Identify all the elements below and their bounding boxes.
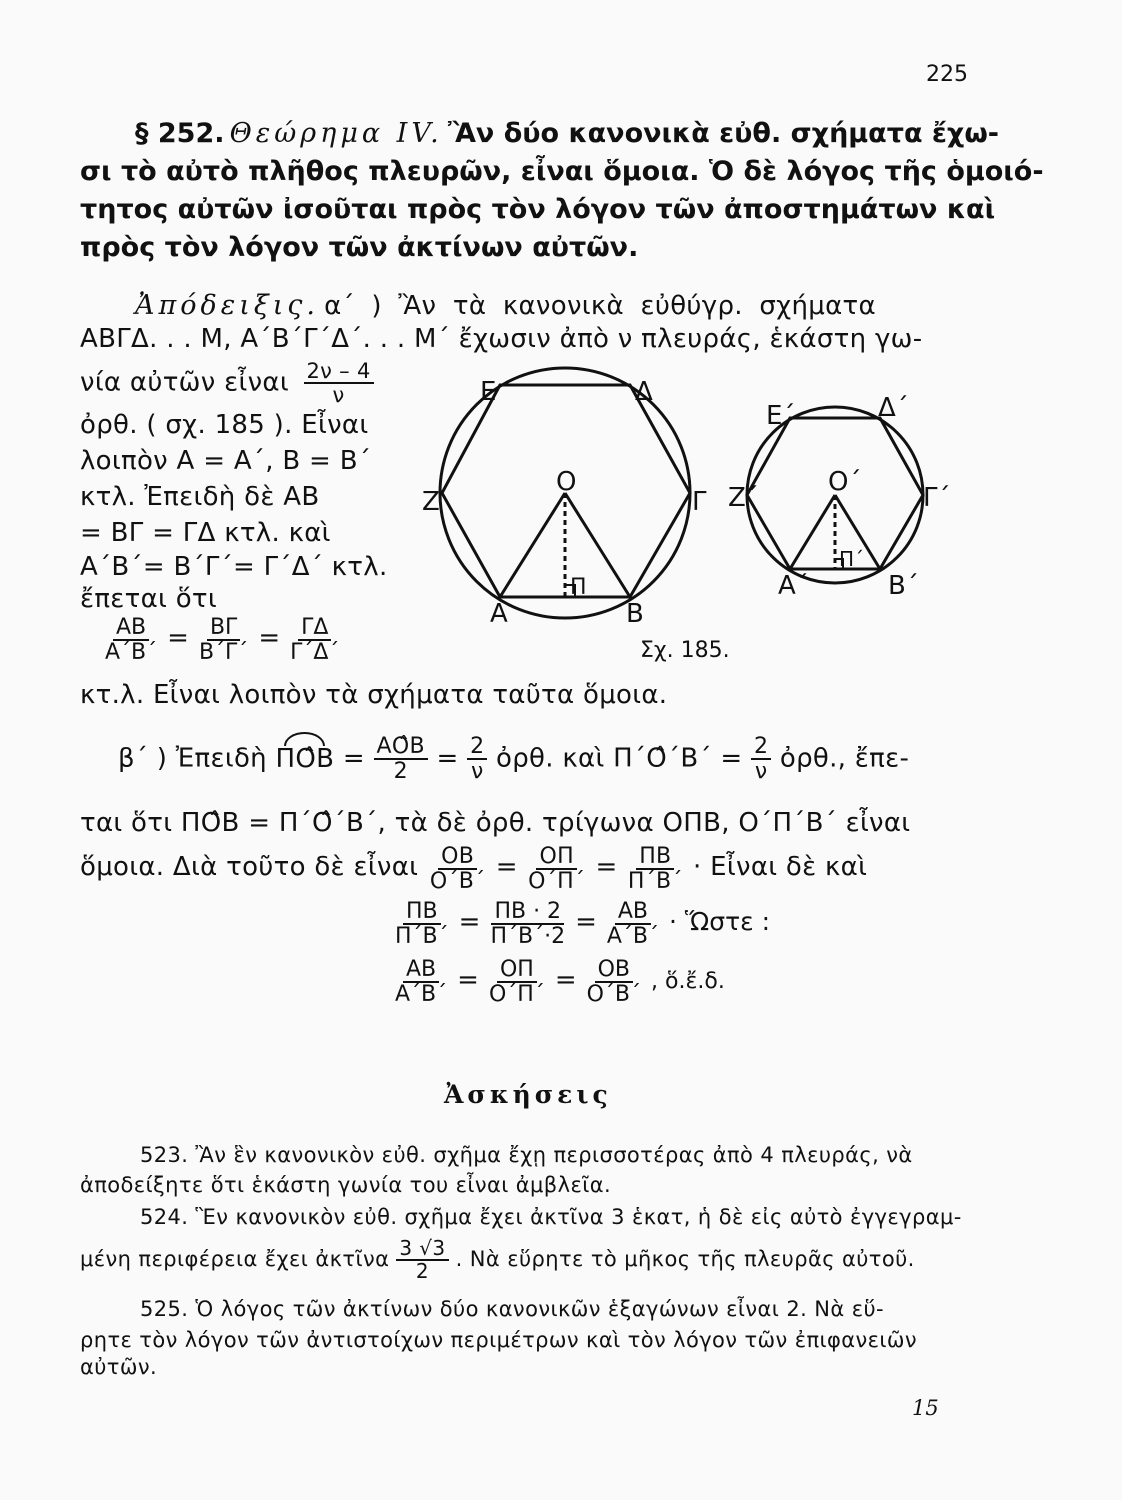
label-small-b: Β΄ (888, 571, 919, 601)
label-big-e: Ε (480, 377, 497, 407)
label-small-a: Α΄ (778, 571, 809, 601)
frac-2-nu: $\frac{2}{\nu}$ (467, 735, 487, 783)
ratio-frac: $\frac{B\Gamma}{B΄\Gamma΄}$ (198, 615, 249, 666)
label-small-p: Π΄ (839, 547, 865, 571)
proof-text-1: α΄ ) Ἂν τὰ κανονικὰ εὐθύγρ. σχήματα (324, 291, 876, 321)
ratio-frac: $\frac{OB}{O΄B΄}$ (429, 844, 486, 895)
proof-b-line-2: ται ὅτι ΠΟ̂Β = Π΄Ο̂΄Β΄, τὰ δὲ ὀρθ. τρίγωνα ΟΠΒ, Ο΄Π΄Β΄ εἶναι (80, 808, 911, 838)
ratio-frac: $\frac{\Pi B}{\Pi΄B΄}$ (395, 899, 449, 950)
label-big-b: Β (626, 599, 644, 629)
label-big-d: Δ (635, 377, 653, 407)
proof-text-9: ἔπεται ὅτι (80, 584, 217, 614)
proof-text-3a: νία αὐτῶν εἶναι (80, 367, 289, 398)
ratio-frac: $\frac{O\Pi}{O΄\Pi΄}$ (528, 844, 586, 895)
label-small-e: Ε΄ (766, 401, 796, 431)
exercises-heading: Ἀσκήσεις (444, 1080, 612, 1109)
label-small-o: Ο΄ (828, 467, 862, 497)
exercise-525-line-2: ρητε τὸν λόγον τῶν ἀντιστοίχων περιμέτρων καὶ τὸν λόγον τῶν ἐπιφανειῶν (80, 1328, 918, 1352)
theorem-number: § 252. (135, 118, 225, 149)
proof-text-4: ὀρθ. ( σχ. 185 ). Εἶναι (80, 410, 369, 440)
proof-text-8: Α΄Β΄= Β΄Γ΄= Γ΄Δ΄ κτλ. (80, 552, 388, 582)
proof-text-7: = ΒΓ = ΓΔ κτλ. καὶ (80, 518, 331, 548)
big-radius-oa (500, 493, 565, 597)
figure-caption: Σχ. 185. (640, 638, 730, 663)
label-small-g: Γ΄ (923, 483, 951, 513)
radius-fraction: $\frac{3 √3}{2}$ (396, 1238, 448, 1282)
ratio-frac: $\frac{\Gamma\Delta}{\Gamma΄\Delta΄}$ (290, 615, 340, 666)
proof-label: Ἀπόδειξις. (135, 290, 319, 321)
label-big-o: Ο (556, 467, 577, 497)
angle-fraction (304, 360, 374, 406)
angle-pob: ΠΟ̂Β (275, 743, 335, 774)
exercise-524-line-2: μένη περιφέρεια ἔχει ἀκτῖνα $\frac{3 √3}{2}$ . Νὰ εὕρητε τὸ μῆκος τῆς πλευρᾶς αὐτοῦ. (80, 1236, 915, 1283)
ratio-equation-2: $\frac{\Pi B}{\Pi΄B΄}$ = $\frac{\Pi B \cdot 2}{\Pi΄B΄\cdot 2}$ = $\frac{AB}{A΄B΄}$ · Ὥστε : (392, 900, 770, 948)
label-small-d: Δ΄ (878, 393, 909, 423)
theorem-label: Θεώρημα IV. (229, 118, 443, 149)
label-big-a: Α (490, 599, 508, 629)
small-radius-oa (790, 495, 835, 569)
proof-b-line-3: ὅμοια. Διὰ τοῦτο δὲ εἶναι $\frac{OB}{O΄B΄}$ = $\frac{O\Pi}{O΄\Pi΄}$ = $\frac{\Pi B}{\Pi΄B΄}$ · Εἶναι δὲ καὶ (80, 844, 868, 895)
proof-line-1 (135, 290, 876, 321)
theorem-text-4: πρὸς τὸν λόγον τῶν ἀκτίνων αὐτῶν. (80, 232, 639, 263)
theorem-text-3: τητος αὐτῶν ἰσοῦται πρὸς τὸν λόγον τῶν ἀποστημάτων καὶ (80, 194, 996, 225)
label-big-g: Γ (692, 487, 707, 517)
proof-b-line-1: β΄ ) Ἐπειδὴ ΠΟ̂Β = $\frac{AÔB}{2}$ = $\frac{2}{\nu}$ ὀρθ. καὶ Π΄Ο̂΄Β΄ = $\frac{2}{\nu}$ ὀρθ., ἔπε- (118, 734, 910, 785)
ratio-equation-1: $\frac{AB}{A΄B΄}$ = $\frac{B\Gamma}{B΄\Gamma΄}$ = $\frac{\Gamma\Delta}{\Gamma΄\Delta΄}$ (102, 616, 342, 664)
label-big-z: Ζ (422, 487, 440, 517)
proof-text-2: ΑΒΓΔ. . . Μ, Α΄Β΄Γ΄Δ΄. . . Μ΄ ἔχωσιν ἀπὸ ν πλευράς, ἑκάστη γω- (80, 324, 923, 354)
frac-aob: $\frac{AÔB}{2}$ (374, 735, 428, 783)
ratio-equation-3: $\frac{AB}{A΄B΄}$ = $\frac{O\Pi}{O΄\Pi΄}$ = $\frac{OB}{O΄B΄}$ , ὅ.ἔ.δ. (392, 958, 725, 1006)
ratio-frac: $\frac{\Pi B}{\Pi΄B΄}$ (627, 844, 683, 895)
ratio-frac: $\frac{AB}{A΄B΄}$ (606, 899, 660, 950)
theorem-text-1: Ἂν δύο κανονικὰ εὐθ. σχήματα ἔχω- (447, 118, 1000, 149)
proof-text-10: κτ.λ. Εἶναι λοιπὸν τὰ σχήματα ταῦτα ὅμοια. (80, 680, 668, 710)
angle-numerator: 2ν – 4 (304, 360, 374, 384)
proof-text-5: λοιπὸν Α = Α΄, Β = Β΄ (80, 446, 372, 476)
page-number: 225 (926, 62, 968, 87)
theorem-text-2: σι τὸ αὐτὸ πλῆθος πλευρῶν, εἶναι ὅμοια. Ὁ δὲ λόγος τῆς ὁμοιό- (80, 156, 1044, 187)
exercise-525-line-1: 525. Ὁ λόγος τῶν ἀκτίνων δύο κανονικῶν ἑξαγώνων εἶναι 2. Νὰ εὕ- (140, 1297, 884, 1321)
ratio-frac: $\frac{AB}{A΄B΄}$ (105, 615, 158, 666)
angle-denominator: ν (332, 383, 345, 408)
figure-185 (410, 360, 970, 670)
exercise-524-line-1: 524. Ἓν κανονικὸν εὐθ. σχῆμα ἔχει ἀκτῖνα 3 ἑκατ, ἡ δὲ εἰς αὐτὸ ἐγγεγραμ- (140, 1205, 962, 1229)
proof-text-3 (80, 360, 374, 406)
ratio-frac: $\frac{OB}{O΄B΄}$ (586, 957, 642, 1008)
label-small-z: Ζ΄ (728, 483, 759, 513)
exercise-523-line-1: 523. Ἂν ἓν κανονικὸν εὐθ. σχῆμα ἔχῃ περισσοτέρας ἀπὸ 4 πλευράς, νὰ (140, 1143, 913, 1167)
ratio-frac: $\frac{O\Pi}{O΄\Pi΄}$ (488, 957, 545, 1008)
ratio-frac: $\frac{\Pi B \cdot 2}{\Pi΄B΄\cdot 2}$ (490, 899, 566, 950)
exercise-523-line-2: ἀποδείξητε ὅτι ἑκάστη γωνία του εἶναι ἀμβλεῖα. (80, 1173, 612, 1197)
frac-2-nu-b: $\frac{2}{\nu}$ (751, 735, 771, 783)
exercise-525-line-3: αὐτῶν. (80, 1355, 158, 1379)
proof-text-6: κτλ. Ἐπειδὴ δὲ ΑΒ (80, 482, 320, 512)
signature-mark: 15 (912, 1396, 939, 1420)
ratio-frac: $\frac{AB}{A΄B΄}$ (395, 957, 448, 1008)
label-big-p: Π (570, 575, 587, 600)
theorem-line-1 (135, 118, 999, 149)
